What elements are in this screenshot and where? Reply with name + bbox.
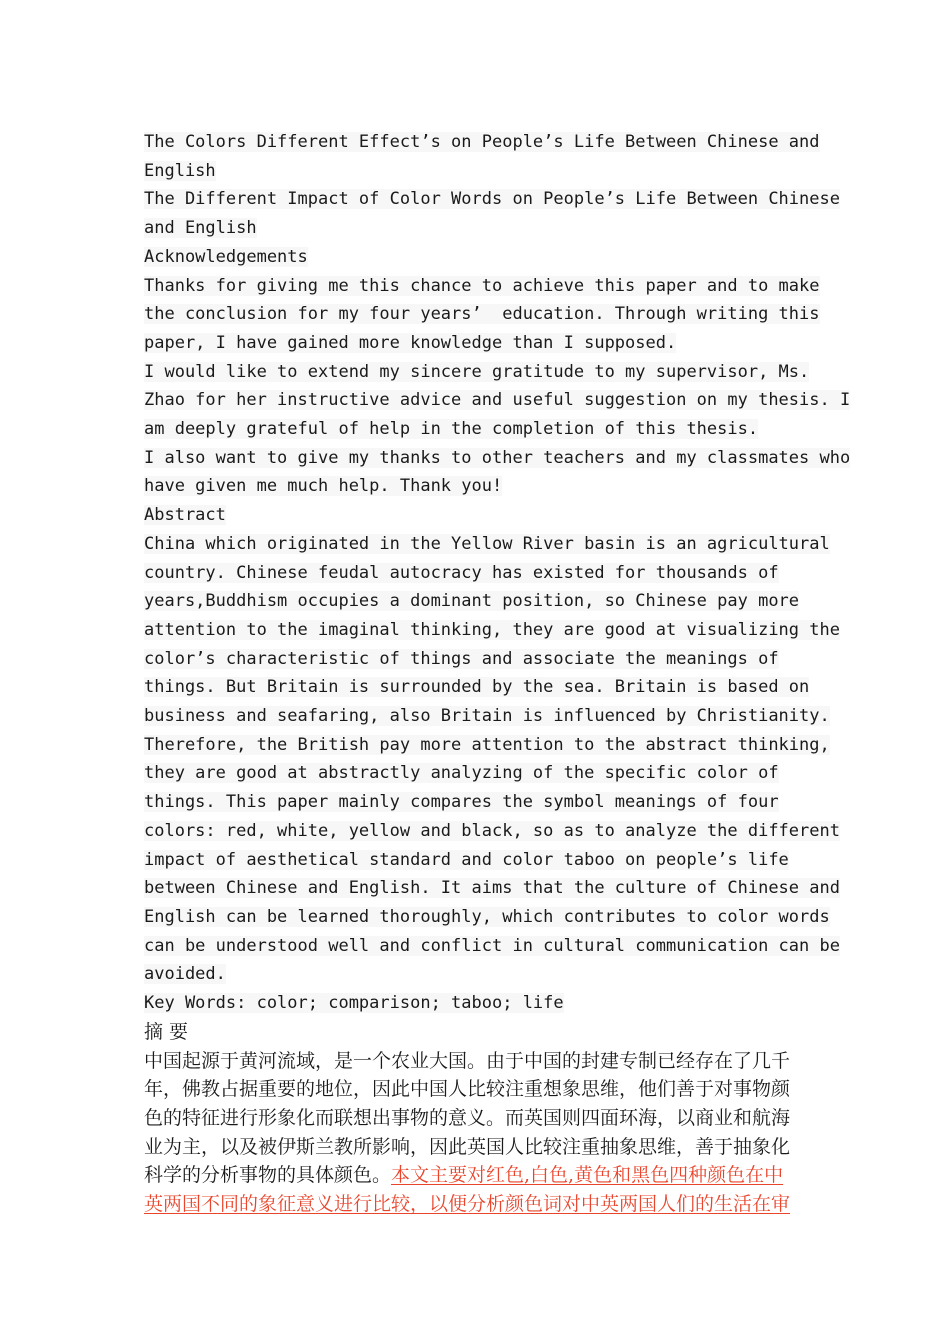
abstract-text: avoided. bbox=[144, 964, 226, 985]
ack-text: I would like to extend my sincere gratitude to my supervisor, Ms. bbox=[144, 361, 810, 382]
cn-heading-text: 摘 要 bbox=[144, 1020, 189, 1043]
cn-abstract-line bbox=[144, 1104, 812, 1133]
keywords-text: Key Words: color; comparison; taboo; life bbox=[144, 993, 564, 1014]
abstract-line bbox=[144, 587, 812, 616]
acknowledgements-heading bbox=[144, 243, 812, 272]
keywords-line bbox=[144, 989, 812, 1018]
cn-text: 色的特征进行形象化而联想出事物的意义。而英国则四面环海，以商业和航海 bbox=[144, 1106, 791, 1129]
title-2-line-1 bbox=[144, 185, 840, 214]
ack-text: paper, I have gained more knowledge than I supposed. bbox=[144, 332, 677, 353]
cn-abstract-line bbox=[144, 1047, 812, 1076]
ack-p3-l1 bbox=[144, 444, 851, 473]
title-line-2 bbox=[144, 157, 812, 186]
ack-p2-l1 bbox=[144, 358, 812, 387]
abstract-line bbox=[144, 559, 812, 588]
abstract-heading bbox=[144, 501, 812, 530]
ack-text: the conclusion for my four years’ education. Through writing this bbox=[144, 304, 820, 325]
ack-p1-l3 bbox=[144, 329, 812, 358]
title-2-text-b: and English bbox=[144, 218, 257, 239]
abstract-text: English can be learned thoroughly, which contributes to color words bbox=[144, 906, 830, 927]
title-2-text-a: The Different Impact of Color Words on People’s Life Between Chinese bbox=[144, 189, 840, 210]
title-1-text-b: English bbox=[144, 160, 216, 181]
ack-text: have given me much help. Thank you! bbox=[144, 476, 503, 497]
cn-abstract-heading bbox=[144, 1018, 812, 1047]
abstract-text: can be understood well and conflict in cultural communication can be bbox=[144, 935, 840, 956]
cn-text: 科学的分析事物的具体颜色。 bbox=[144, 1164, 392, 1187]
cn-abstract-line bbox=[144, 1075, 812, 1104]
abstract-line bbox=[144, 673, 812, 702]
abstract-line bbox=[144, 846, 812, 875]
abstract-heading-text: Abstract bbox=[144, 505, 226, 526]
document-page bbox=[144, 128, 851, 1219]
abstract-line bbox=[144, 788, 812, 817]
abstract-line bbox=[144, 960, 812, 989]
abstract-text: they are good at abstractly analyzing of the specific color of bbox=[144, 763, 779, 784]
abstract-line bbox=[144, 759, 812, 788]
abstract-text: business and seafaring, also Britain is influenced by Christianity. bbox=[144, 706, 830, 727]
abstract-text: attention to the imaginal thinking, they are good at visualizing the bbox=[144, 619, 840, 640]
abstract-line bbox=[144, 616, 840, 645]
abstract-text: country. Chinese feudal autocracy has existed for thousands of bbox=[144, 562, 779, 583]
abstract-line bbox=[144, 874, 840, 903]
cn-text: 年，佛教占据重要的地位，因此中国人比较注重想象思维，他们善于对事物颜 bbox=[144, 1078, 791, 1101]
cn-highlighted-text: 英两国不同的象征意义进行比较，以便分析颜色词对中英两国人们的生活在审 bbox=[144, 1193, 791, 1216]
ack-p1-l2 bbox=[144, 300, 820, 329]
abstract-line bbox=[144, 702, 830, 731]
cn-abstract-line bbox=[144, 1133, 812, 1162]
ack-text: am deeply grateful of help in the completion of this thesis. bbox=[144, 419, 759, 440]
abstract-line bbox=[144, 817, 840, 846]
abstract-line bbox=[144, 731, 830, 760]
abstract-line bbox=[144, 932, 840, 961]
abstract-text: things. This paper mainly compares the symbol meanings of four bbox=[144, 792, 779, 813]
abstract-line bbox=[144, 645, 812, 674]
ack-text: I also want to give my thanks to other teachers and my classmates who bbox=[144, 447, 851, 468]
abstract-text: things. But Britain is surrounded by the sea. Britain is based on bbox=[144, 677, 810, 698]
ack-text: Zhao for her instructive advice and useful suggestion on my thesis. I bbox=[144, 390, 851, 411]
ack-p2-l3 bbox=[144, 415, 812, 444]
abstract-text: colors: red, white, yellow and black, so as to analyze the different bbox=[144, 820, 840, 841]
ack-p3-l2 bbox=[144, 472, 812, 501]
cn-abstract-line bbox=[144, 1190, 812, 1219]
cn-text: 中国起源于黄河流域，是一个农业大国。由于中国的封建专制已经存在了几千 bbox=[144, 1049, 791, 1072]
abstract-line bbox=[144, 903, 830, 932]
title-2-line-2 bbox=[144, 214, 812, 243]
title-1-text-a: The Colors Different Effect’s on People’s Life Between Chinese and bbox=[144, 132, 820, 152]
abstract-text: years,Buddhism occupies a dominant position, so Chinese pay more bbox=[144, 591, 800, 612]
abstract-line bbox=[144, 530, 830, 559]
ack-p1-l1 bbox=[144, 272, 820, 301]
acknowledgements-heading-text: Acknowledgements bbox=[144, 246, 308, 267]
title-line-1 bbox=[144, 128, 820, 157]
cn-text: 业为主，以及被伊斯兰教所影响，因此英国人比较注重抽象思维，善于抽象化 bbox=[144, 1135, 791, 1158]
abstract-text: impact of aesthetical standard and color taboo on people’s life bbox=[144, 849, 789, 870]
abstract-text: color’s characteristic of things and associate the meanings of bbox=[144, 648, 779, 669]
ack-text: Thanks for giving me this chance to achieve this paper and to make bbox=[144, 275, 820, 296]
cn-abstract-line bbox=[144, 1161, 812, 1190]
abstract-text: between Chinese and English. It aims that the culture of Chinese and bbox=[144, 878, 840, 899]
abstract-text: China which originated in the Yellow River basin is an agricultural bbox=[144, 533, 830, 554]
ack-p2-l2 bbox=[144, 386, 851, 415]
abstract-text: Therefore, the British pay more attention to the abstract thinking, bbox=[144, 734, 830, 755]
cn-highlighted-text: 本文主要对红色,白色,黄色和黑色四种颜色在中 bbox=[391, 1164, 784, 1187]
